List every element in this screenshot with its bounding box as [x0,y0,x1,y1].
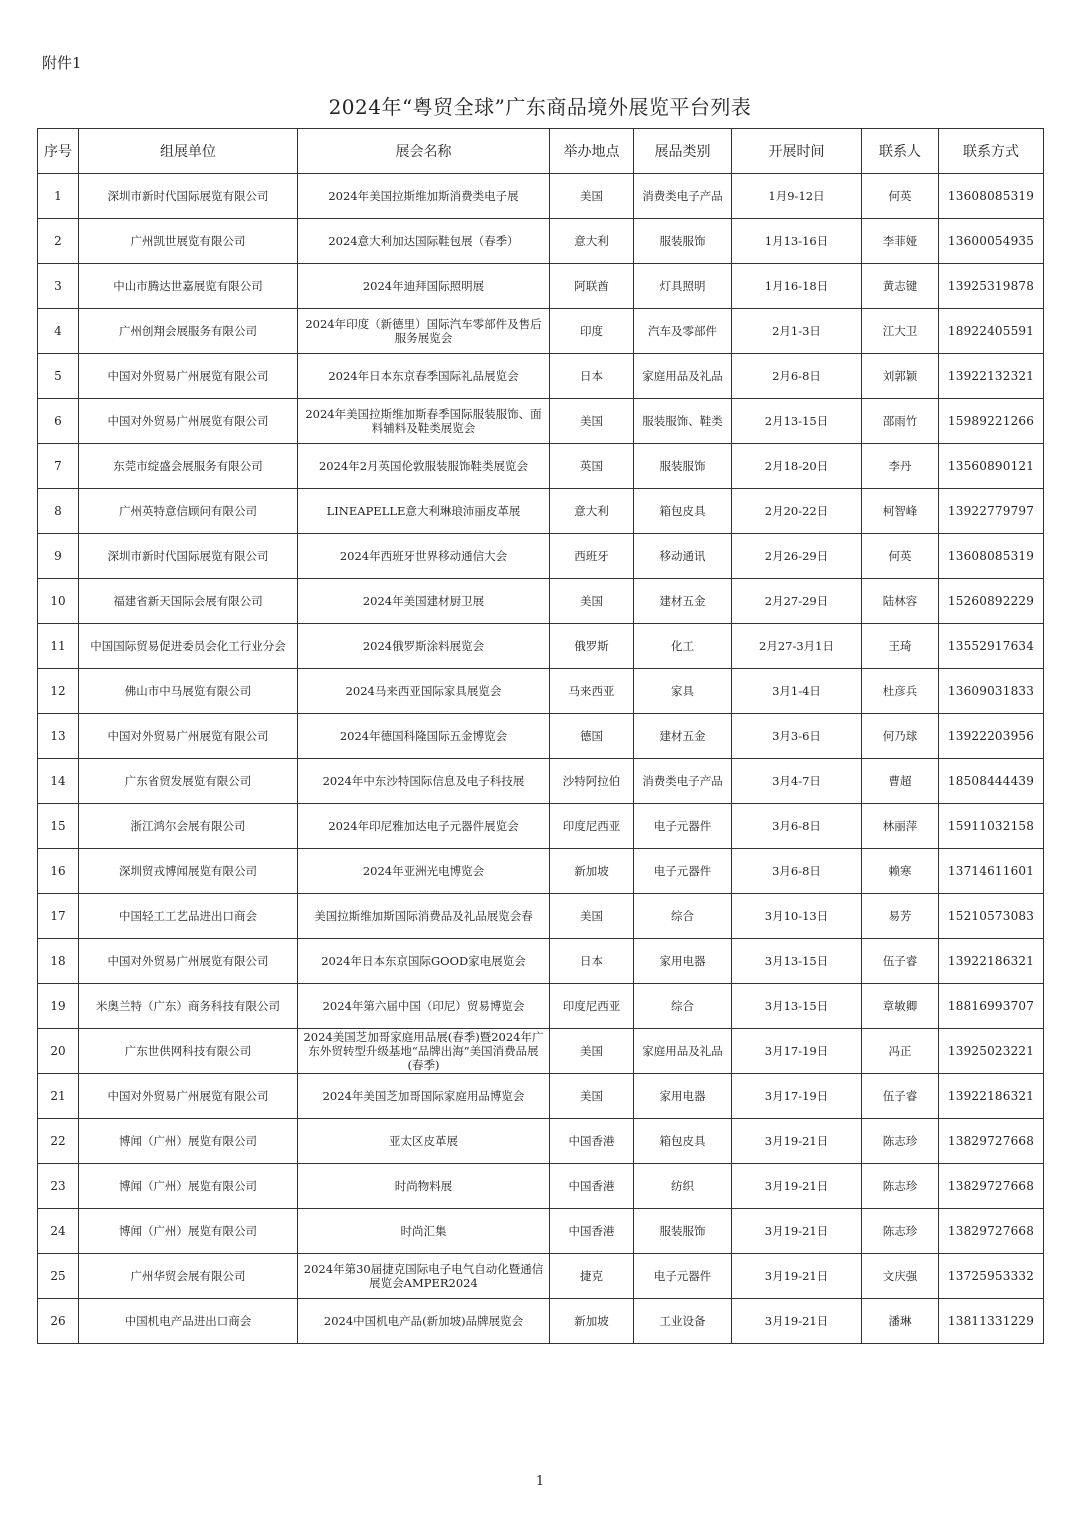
phone-cell: 13608085319 [939,534,1044,579]
phone-cell: 13829727668 [939,1164,1044,1209]
location-cell: 捷克 [550,1254,634,1299]
contact-person-cell: 冯正 [862,1029,939,1074]
organizer-cell: 博闻（广州）展览有限公司 [79,1209,298,1254]
organizer-cell: 广州华贸会展有限公司 [79,1254,298,1299]
category-cell: 箱包皮具 [634,1119,732,1164]
location-cell: 美国 [550,1074,634,1119]
exhibition-name-cell: 2024年美国芝加哥国际家庭用品博览会 [298,1074,550,1119]
exhibition-name-cell: LINEAPELLE意大利琳琅沛丽皮革展 [298,489,550,534]
contact-person-cell: 杜彦兵 [862,669,939,714]
table-body [38,174,1044,1344]
category-cell: 家庭用品及礼品 [634,1029,732,1074]
location-cell: 马来西亚 [550,669,634,714]
table-row [38,444,1044,489]
exhibition-name-cell: 2024年第30届捷克国际电子电气自动化暨通信展览会AMPER2024 [298,1254,550,1299]
exhibition-name-cell: 2024意大利加达国际鞋包展（春季） [298,219,550,264]
location-cell: 沙特阿拉伯 [550,759,634,804]
organizer-cell: 中国对外贸易广州展览有限公司 [79,399,298,444]
category-cell: 服装服饰 [634,219,732,264]
organizer-cell: 福建省新天国际会展有限公司 [79,579,298,624]
exhibition-name-cell: 美国拉斯维加斯国际消费品及礼品展览会春 [298,894,550,939]
exhibition-name-cell: 2024年美国拉斯维加斯春季国际服装服饰、面料辅料及鞋类展览会 [298,399,550,444]
category-cell: 综合 [634,894,732,939]
organizer-cell: 博闻（广州）展览有限公司 [79,1164,298,1209]
date-cell: 3月6-8日 [732,804,862,849]
category-cell: 工业设备 [634,1299,732,1344]
exhibition-name-cell: 2024年美国拉斯维加斯消费类电子展 [298,174,550,219]
seq-cell: 16 [38,849,79,894]
location-cell: 俄罗斯 [550,624,634,669]
phone-cell: 18508444439 [939,759,1044,804]
contact-person-cell: 曹超 [862,759,939,804]
category-cell: 消费类电子产品 [634,759,732,804]
phone-cell: 13600054935 [939,219,1044,264]
seq-cell: 10 [38,579,79,624]
contact-person-cell: 刘郭颖 [862,354,939,399]
date-cell: 2月6-8日 [732,354,862,399]
contact-person-cell: 章敏卿 [862,984,939,1029]
table-row [38,804,1044,849]
column-header-exhibition: 展会名称 [298,129,550,174]
contact-person-cell: 易芳 [862,894,939,939]
phone-cell: 15260892229 [939,579,1044,624]
seq-cell: 22 [38,1119,79,1164]
table-row [38,354,1044,399]
table-row [38,219,1044,264]
category-cell: 电子元器件 [634,804,732,849]
location-cell: 美国 [550,894,634,939]
phone-cell: 13829727668 [939,1209,1044,1254]
exhibition-name-cell: 时尚汇集 [298,1209,550,1254]
date-cell: 2月26-29日 [732,534,862,579]
table-row [38,309,1044,354]
phone-cell: 13609031833 [939,669,1044,714]
table-row [38,534,1044,579]
category-cell: 移动通讯 [634,534,732,579]
seq-cell: 5 [38,354,79,399]
table-row [38,624,1044,669]
table-row [38,264,1044,309]
organizer-cell: 博闻（广州）展览有限公司 [79,1119,298,1164]
date-cell: 3月17-19日 [732,1074,862,1119]
exhibition-name-cell: 2024年日本东京春季国际礼品展览会 [298,354,550,399]
organizer-cell: 广州英特意信顾问有限公司 [79,489,298,534]
organizer-cell: 广州凯世展览有限公司 [79,219,298,264]
date-cell: 1月16-18日 [732,264,862,309]
seq-cell: 7 [38,444,79,489]
category-cell: 化工 [634,624,732,669]
seq-cell: 19 [38,984,79,1029]
location-cell: 印度尼西亚 [550,984,634,1029]
contact-person-cell: 潘琳 [862,1299,939,1344]
organizer-cell: 深圳市新时代国际展览有限公司 [79,534,298,579]
exhibition-name-cell: 2024年日本东京国际GOOD家电展览会 [298,939,550,984]
table-row [38,1209,1044,1254]
category-cell: 电子元器件 [634,1254,732,1299]
seq-cell: 6 [38,399,79,444]
phone-cell: 15989221266 [939,399,1044,444]
date-cell: 2月18-20日 [732,444,862,489]
exhibition-name-cell: 2024美国芝加哥家庭用品展(春季)暨2024年广东外贸转型升级基地“品牌出海”美国消费品展(春季) [298,1029,550,1074]
exhibition-name-cell: 2024年第六届中国（印尼）贸易博览会 [298,984,550,1029]
category-cell: 建材五金 [634,579,732,624]
seq-cell: 26 [38,1299,79,1344]
table-row [38,489,1044,534]
location-cell: 美国 [550,1029,634,1074]
column-header-date: 开展时间 [732,129,862,174]
column-header-category: 展品类别 [634,129,732,174]
organizer-cell: 广州创翔会展服务有限公司 [79,309,298,354]
contact-person-cell: 文庆强 [862,1254,939,1299]
date-cell: 3月19-21日 [732,1299,862,1344]
location-cell: 美国 [550,174,634,219]
category-cell: 服装服饰 [634,444,732,489]
exhibition-name-cell: 2024年印度（新德里）国际汽车零部件及售后服务展览会 [298,309,550,354]
seq-cell: 4 [38,309,79,354]
location-cell: 中国香港 [550,1209,634,1254]
phone-cell: 13829727668 [939,1119,1044,1164]
phone-cell: 13608085319 [939,174,1044,219]
phone-cell: 13922186321 [939,939,1044,984]
contact-person-cell: 邵雨竹 [862,399,939,444]
phone-cell: 18922405591 [939,309,1044,354]
phone-cell: 13714611601 [939,849,1044,894]
table-row [38,1254,1044,1299]
seq-cell: 23 [38,1164,79,1209]
date-cell: 3月3-6日 [732,714,862,759]
contact-person-cell: 何乃球 [862,714,939,759]
contact-person-cell: 伍子睿 [862,1074,939,1119]
table-row [38,399,1044,444]
organizer-cell: 中国机电产品进出口商会 [79,1299,298,1344]
category-cell: 汽车及零部件 [634,309,732,354]
phone-cell: 13922186321 [939,1074,1044,1119]
seq-cell: 24 [38,1209,79,1254]
date-cell: 3月19-21日 [732,1209,862,1254]
table-row [38,939,1044,984]
contact-person-cell: 何英 [862,174,939,219]
category-cell: 电子元器件 [634,849,732,894]
organizer-cell: 广东世供网科技有限公司 [79,1029,298,1074]
date-cell: 3月1-4日 [732,669,862,714]
location-cell: 日本 [550,354,634,399]
phone-cell: 13922132321 [939,354,1044,399]
exhibition-name-cell: 2024年2月英国伦敦服装服饰鞋类展览会 [298,444,550,489]
location-cell: 阿联酋 [550,264,634,309]
seq-cell: 25 [38,1254,79,1299]
table-row [38,894,1044,939]
contact-person-cell: 林丽萍 [862,804,939,849]
seq-cell: 20 [38,1029,79,1074]
seq-cell: 3 [38,264,79,309]
date-cell: 2月27-29日 [732,579,862,624]
contact-person-cell: 伍子睿 [862,939,939,984]
location-cell: 英国 [550,444,634,489]
column-header-seq: 序号 [38,129,79,174]
table-row [38,1029,1044,1074]
category-cell: 家具 [634,669,732,714]
seq-cell: 1 [38,174,79,219]
date-cell: 3月19-21日 [732,1164,862,1209]
seq-cell: 21 [38,1074,79,1119]
phone-cell: 13925319878 [939,264,1044,309]
exhibition-name-cell: 2024年迪拜国际照明展 [298,264,550,309]
category-cell: 灯具照明 [634,264,732,309]
exhibition-table [37,128,1044,1344]
contact-person-cell: 赖寒 [862,849,939,894]
seq-cell: 13 [38,714,79,759]
category-cell: 家庭用品及礼品 [634,354,732,399]
organizer-cell: 中山市腾达世嘉展览有限公司 [79,264,298,309]
location-cell: 西班牙 [550,534,634,579]
contact-person-cell: 黄志键 [862,264,939,309]
phone-cell: 13925023221 [939,1029,1044,1074]
contact-person-cell: 陈志珍 [862,1209,939,1254]
contact-person-cell: 江大卫 [862,309,939,354]
exhibition-name-cell: 2024年亚洲光电博览会 [298,849,550,894]
phone-cell: 13552917634 [939,624,1044,669]
seq-cell: 17 [38,894,79,939]
date-cell: 3月4-7日 [732,759,862,804]
exhibition-name-cell: 2024马来西亚国际家具展览会 [298,669,550,714]
location-cell: 印度 [550,309,634,354]
location-cell: 印度尼西亚 [550,804,634,849]
organizer-cell: 东莞市绽盛会展服务有限公司 [79,444,298,489]
organizer-cell: 广东省贸发展览有限公司 [79,759,298,804]
date-cell: 1月9-12日 [732,174,862,219]
location-cell: 意大利 [550,219,634,264]
table-row [38,984,1044,1029]
table-row [38,669,1044,714]
category-cell: 家用电器 [634,939,732,984]
location-cell: 新加坡 [550,1299,634,1344]
date-cell: 3月6-8日 [732,849,862,894]
seq-cell: 2 [38,219,79,264]
category-cell: 家用电器 [634,1074,732,1119]
seq-cell: 15 [38,804,79,849]
column-header-phone: 联系方式 [939,129,1044,174]
table-row [38,1299,1044,1344]
seq-cell: 18 [38,939,79,984]
category-cell: 服装服饰、鞋类 [634,399,732,444]
organizer-cell: 中国国际贸易促进委员会化工行业分会 [79,624,298,669]
date-cell: 2月20-22日 [732,489,862,534]
table-row [38,1119,1044,1164]
table-row [38,174,1044,219]
phone-cell: 13922203956 [939,714,1044,759]
phone-cell: 15210573083 [939,894,1044,939]
date-cell: 3月13-15日 [732,984,862,1029]
phone-cell: 13922779797 [939,489,1044,534]
column-header-organizer: 组展单位 [79,129,298,174]
exhibition-name-cell: 2024年印尼雅加达电子元器件展览会 [298,804,550,849]
document-title: 2024年“粤贸全球”广东商品境外展览平台列表 [328,95,752,119]
date-cell: 2月13-15日 [732,399,862,444]
location-cell: 美国 [550,399,634,444]
exhibition-name-cell: 亚太区皮革展 [298,1119,550,1164]
seq-cell: 11 [38,624,79,669]
table-row [38,1164,1044,1209]
location-cell: 德国 [550,714,634,759]
organizer-cell: 中国对外贸易广州展览有限公司 [79,939,298,984]
phone-cell: 13725953332 [939,1254,1044,1299]
table-row [38,849,1044,894]
contact-person-cell: 李丹 [862,444,939,489]
category-cell: 消费类电子产品 [634,174,732,219]
organizer-cell: 浙江鸿尔会展有限公司 [79,804,298,849]
contact-person-cell: 柯智峰 [862,489,939,534]
date-cell: 3月10-13日 [732,894,862,939]
contact-person-cell: 陆林容 [862,579,939,624]
organizer-cell: 深圳贸戎博闻展览有限公司 [79,849,298,894]
organizer-cell: 中国对外贸易广州展览有限公司 [79,1074,298,1119]
contact-person-cell: 李菲娅 [862,219,939,264]
location-cell: 中国香港 [550,1119,634,1164]
organizer-cell: 中国对外贸易广州展览有限公司 [79,354,298,399]
seq-cell: 14 [38,759,79,804]
column-header-location: 举办地点 [550,129,634,174]
date-cell: 1月13-16日 [732,219,862,264]
phone-cell: 13560890121 [939,444,1044,489]
date-cell: 2月27-3月1日 [732,624,862,669]
exhibition-name-cell: 2024中国机电产品(新加坡)品牌展览会 [298,1299,550,1344]
attachment-label: 附件1 [42,54,82,72]
date-cell: 3月13-15日 [732,939,862,984]
location-cell: 新加坡 [550,849,634,894]
table-row [38,714,1044,759]
organizer-cell: 深圳市新时代国际展览有限公司 [79,174,298,219]
organizer-cell: 米奥兰特（广东）商务科技有限公司 [79,984,298,1029]
contact-person-cell: 陈志珍 [862,1119,939,1164]
seq-cell: 8 [38,489,79,534]
exhibition-name-cell: 时尚物料展 [298,1164,550,1209]
seq-cell: 9 [38,534,79,579]
location-cell: 美国 [550,579,634,624]
table-row [38,759,1044,804]
phone-cell: 18816993707 [939,984,1044,1029]
contact-person-cell: 王琦 [862,624,939,669]
exhibition-name-cell: 2024年美国建材厨卫展 [298,579,550,624]
date-cell: 3月17-19日 [732,1029,862,1074]
location-cell: 日本 [550,939,634,984]
exhibition-name-cell: 2024年德国科隆国际五金博览会 [298,714,550,759]
contact-person-cell: 陈志珍 [862,1164,939,1209]
exhibition-name-cell: 2024年中东沙特国际信息及电子科技展 [298,759,550,804]
date-cell: 3月19-21日 [732,1119,862,1164]
exhibition-name-cell: 2024年西班牙世界移动通信大会 [298,534,550,579]
category-cell: 服装服饰 [634,1209,732,1254]
organizer-cell: 佛山市中马展览有限公司 [79,669,298,714]
organizer-cell: 中国轻工工艺品进出口商会 [79,894,298,939]
phone-cell: 15911032158 [939,804,1044,849]
category-cell: 综合 [634,984,732,1029]
table-row [38,1074,1044,1119]
date-cell: 2月1-3日 [732,309,862,354]
organizer-cell: 中国对外贸易广州展览有限公司 [79,714,298,759]
category-cell: 箱包皮具 [634,489,732,534]
table-row [38,579,1044,624]
exhibition-name-cell: 2024俄罗斯涂料展览会 [298,624,550,669]
column-header-contact: 联系人 [862,129,939,174]
table-header-row [38,129,1044,174]
phone-cell: 13811331229 [939,1299,1044,1344]
location-cell: 中国香港 [550,1164,634,1209]
seq-cell: 12 [38,669,79,714]
category-cell: 纺织 [634,1164,732,1209]
page-number: 1 [535,1474,545,1489]
contact-person-cell: 何英 [862,534,939,579]
location-cell: 意大利 [550,489,634,534]
date-cell: 3月19-21日 [732,1254,862,1299]
category-cell: 建材五金 [634,714,732,759]
